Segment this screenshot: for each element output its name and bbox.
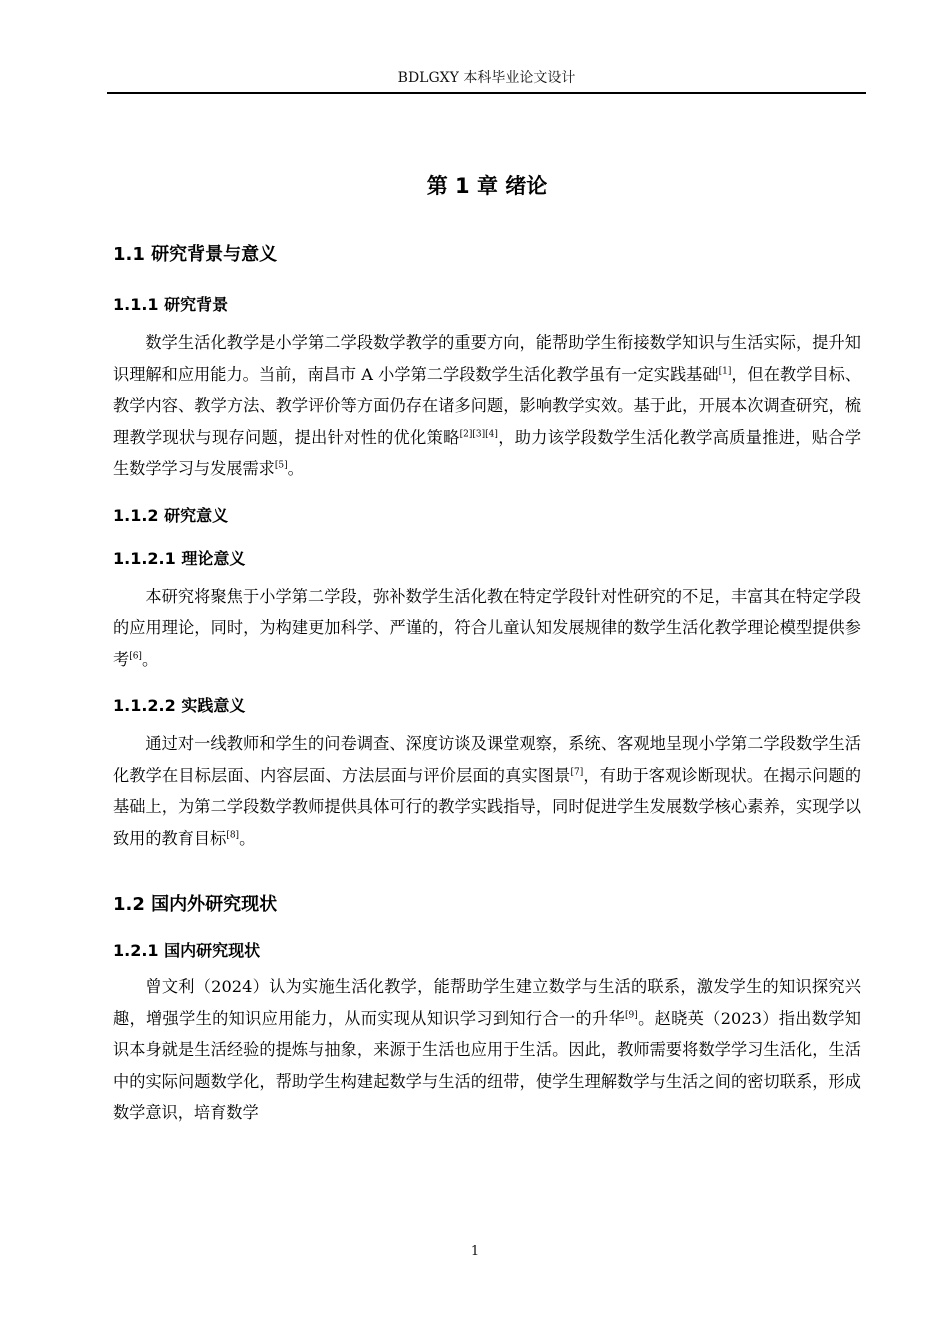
section-heading-1-1-1: 1.1.1 研究背景 [113,295,229,314]
chapter-title: 第 1 章 绪论 [426,174,548,198]
section-heading-1-1-2-1: 1.1.2.1 理论意义 [113,548,246,568]
section-heading-1-2-1: 1.2.1 国内研究现状 [113,941,261,960]
text-run: 曾文利（2024）认为实施生活化教学，能帮助学生建立数学与生活的联系，激发学生的知识探究兴趣，增强学生的知识应用能力，从而实现从知识学习到知行合一的升华 [113,977,861,1028]
text-run: 。 [141,649,159,669]
paragraph-practical-significance [113,728,861,854]
text-run: ，助力该学段数学生活化教学高质量推进，贴合学生数学学习与发展需求 [113,427,862,478]
text-run: 数学生活化教学是小学第二学段数学教学的重要方向，能帮助学生衔接数学知识与生活实际，提升知识理解和应用能力。当前，南昌市 A 小学第二学段数学生活化教学虽有一定实践基础 [113,333,861,384]
citation-ref: [7] [570,767,584,778]
text-run: 通过对一线教师和学生的问卷调查、深度访谈及课堂观察，系统、客观地呈现小学第二学段数学生活化教学在目标层面、内容层面、方法层面与评价层面的真实图景 [113,734,861,785]
citation-ref: [2][3][4] [459,429,498,440]
paragraph-domestic-research [113,971,861,1129]
text-run: 本研究将聚焦于小学第二学段，弥补数学生活化教在特定学段针对性研究的不足，丰富其在特定学段的应用理论，同时，为构建更加科学、严谨的，符合儿童认知发展规律的数学生活化教学理论模型提供参考 [113,586,861,669]
text-run: 。赵晓英（2023）指出数学知识本身就是生活经验的提炼与抽象，来源于生活也应用于生活。因此，教师需要将数学学习生活化，生活中的实际问题数学化，帮助学生构建起数学与生活的纽带，使学生理解数学与生活之间的密切联系，形成数学意识，培育数学 [113,1008,861,1122]
text-run: 。 [287,459,304,478]
section-heading-1-1-2-2: 1.1.2.2 实践意义 [113,696,246,715]
text-run: ，但在教学目标、教学内容、教学方法、教学评价等方面仍存在诸多问题，影响教学实效。基于此，开展本次调查研究，梳理教学现状与现存问题，提出针对性的优化策略 [113,364,862,447]
text-run: 。 [239,828,256,848]
citation-ref: [5] [274,460,288,471]
citation-ref: [1] [718,366,732,377]
text-run: ，有助于客观诊断现状。在揭示问题的基础上，为第二学段数学教师提供具体可行的教学实践指导，同时促进学生发展数学核心素养，实现学以致用的教育目标 [113,765,862,848]
section-heading-1-1-2: 1.1.2 研究意义 [113,505,229,525]
running-header: BDLGXY 本科毕业论文设计 [107,66,866,94]
citation-ref: [9] [625,1010,638,1021]
paragraph-research-background [113,327,861,485]
page-content [113,166,861,1129]
citation-ref: [8] [226,830,240,841]
paragraph-theoretical-significance [113,581,861,676]
page-number: 1 [470,1244,480,1259]
section-heading-1-1: 1.1 研究背景与意义 [113,244,278,265]
section-heading-1-2: 1.2 国内外研究现状 [113,894,278,915]
citation-ref: [6] [129,651,142,662]
